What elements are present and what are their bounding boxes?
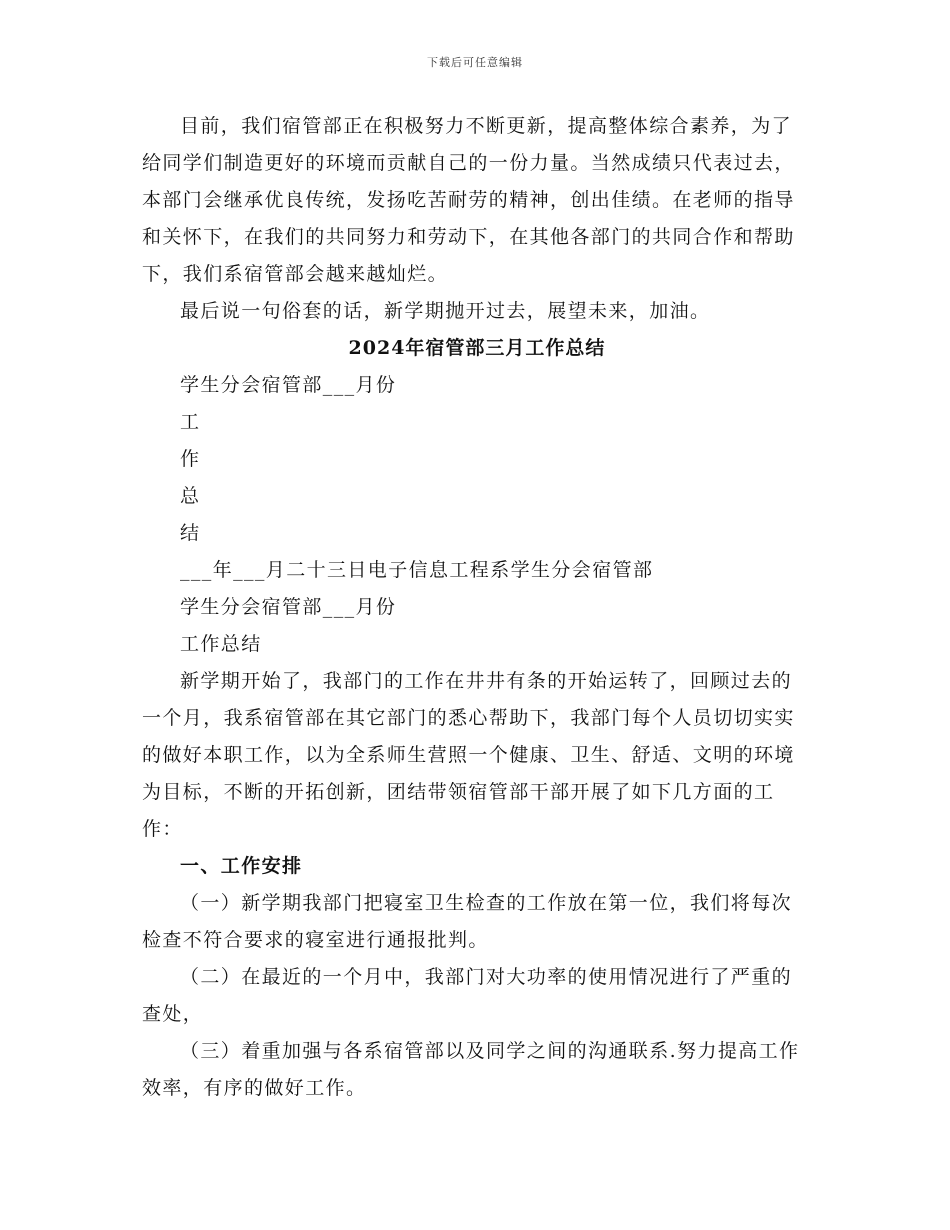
vertical-char-zong: 总 [180, 485, 201, 507]
date-department-line: ___年___月二十三日电子信息工程系学生分会宿管部 [180, 559, 654, 581]
vertical-char-jie: 结 [180, 522, 201, 544]
vertical-char-zuo: 作 [180, 448, 201, 470]
paragraph-intro: 目前，我们宿管部正在积极努力不断更新，提高整体综合素养，为了给同学们制造更好的环境而贡献自己的一份力量。当然成绩只代表过去，本部门会继承优良传统，发扬吃苦耐劳的精神，创出佳绩。在老师的指导和关怀下，在我们的共同努力和劳动下，在其他各部门的共同合作和帮助下，我们系宿管部会越来越灿烂。 [142, 115, 795, 285]
work-summary-label: 工作总结 [180, 633, 262, 655]
paragraph-closing: 最后说一句俗套的话，新学期抛开过去，展望未来，加油。 [180, 300, 711, 322]
list-item-3: （三）着重加强与各系宿管部以及同学之间的沟通联系.努力提高工作效率，有序的做好工作。 [142, 1040, 800, 1099]
page-header-note: 下载后可任意编辑 [427, 56, 523, 69]
list-item-1: （一）新学期我部门把寝室卫生检查的工作放在第一位，我们将每次检查不符合要求的寝室进行通报批判。 [142, 892, 793, 951]
list-item-2: （二）在最近的一个月中，我部门对大功率的使用情况进行了严重的查处， [142, 966, 793, 1025]
department-month-line: 学生分会宿管部___月份 [180, 374, 397, 396]
section-heading-work-arrangement: 一、工作安排 [180, 855, 303, 877]
department-month-line-2: 学生分会宿管部___月份 [180, 596, 397, 618]
vertical-char-gong: 工 [180, 411, 201, 433]
document-body [142, 108, 812, 1107]
paragraph-new-semester: 新学期开始了，我部门的工作在井井有条的开始运转了，回顾过去的一个月，我系宿管部在其它部门的悉心帮助下，我部门每个人员切切实实的做好本职工作，以为全系师生营照一个健康、卫生、舒适、文明的环境为目标，不断的开拓创新，团结带领宿管部干部开展了如下几方面的工作： [142, 670, 795, 840]
document-title: 2024年宿管部三月工作总结 [348, 337, 606, 359]
